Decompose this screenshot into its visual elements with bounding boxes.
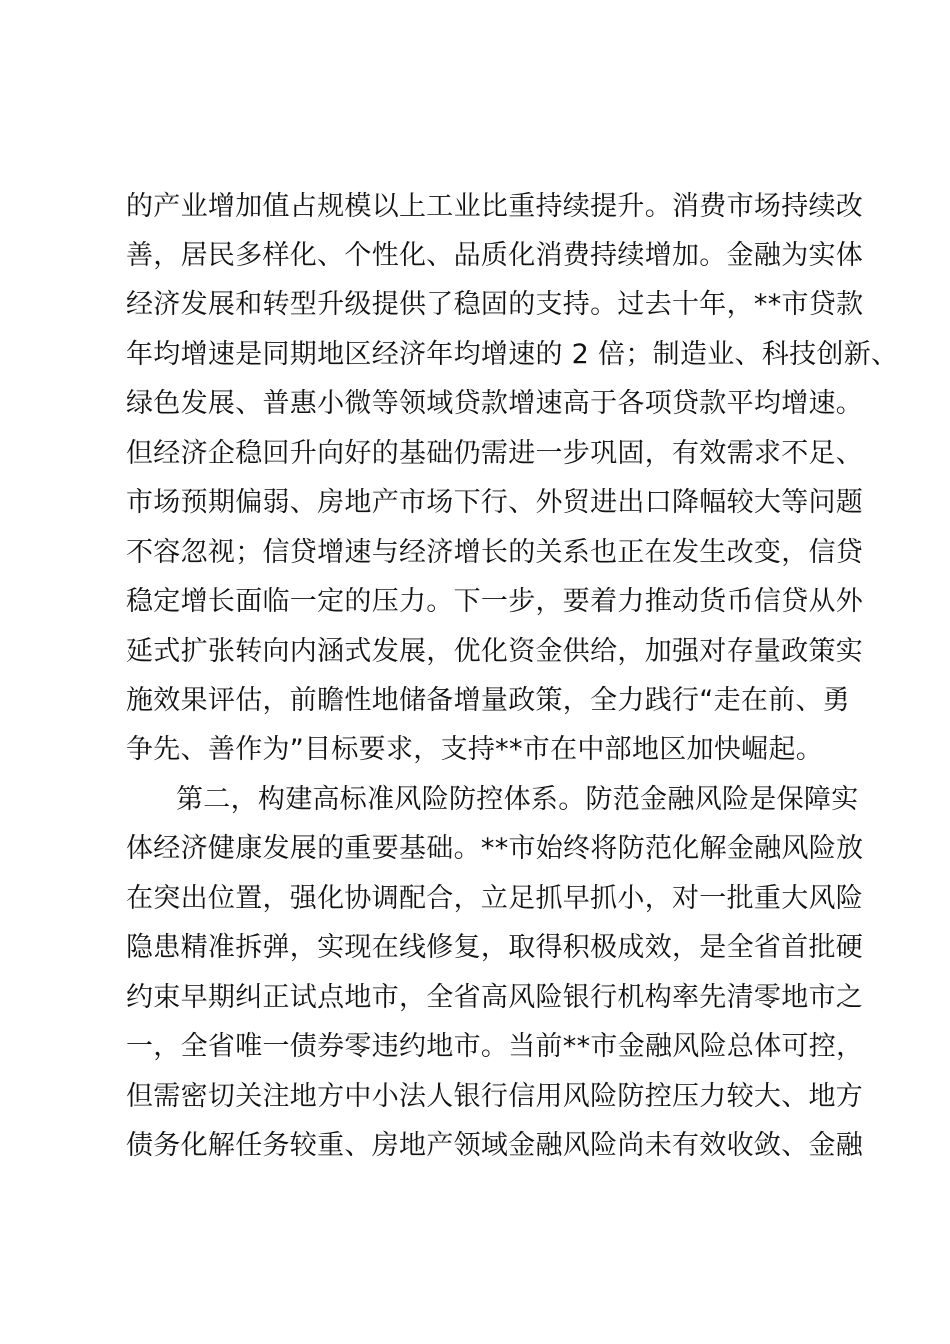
text-line: 善，居民多样化、个性化、品质化消费持续增加。金融为实体 xyxy=(126,240,864,271)
text-line: 延式扩张转向内涵式发展，优化资金供给，加强对存量政策实 xyxy=(126,636,864,667)
text-line: 市场预期偏弱、房地产市场下行、外贸进出口降幅较大等问题 xyxy=(126,487,864,518)
text-line: 不容忽视；信贷增速与经济增长的关系也正在发生改变，信贷 xyxy=(126,537,864,568)
text-line: 绿色发展、普惠小微等领域贷款增速高于各项贷款平均增速。 xyxy=(126,388,864,419)
text-line: 但经济企稳回升向好的基础仍需进一步巩固，有效需求不足、 xyxy=(126,438,864,469)
text-line: 稳定增长面临一定的压力。下一步，要着力推动货币信贷从外 xyxy=(126,586,864,617)
text-line: 隐患精准拆弹，实现在线修复，取得积极成效，是全省首批硬 xyxy=(126,932,864,963)
paragraph-start-line: 第二，构建高标准风险防控体系。防范金融风险是保障实 xyxy=(176,784,859,815)
text-line: 的产业增加值占规模以上工业比重持续提升。消费市场持续改 xyxy=(126,191,864,222)
text-line: 年均增速是同期地区经济年均增速的 2 倍；制造业、科技创新、 xyxy=(126,339,899,370)
text-line: 施效果评估，前瞻性地储备增量政策，全力践行“走在前、勇 xyxy=(126,685,851,716)
text-line: 争先、善作为”目标要求，支持**市在中部地区加快崛起。 xyxy=(126,734,824,765)
text-line: 经济发展和转型升级提供了稳固的支持。过去十年，**市贷款 xyxy=(126,289,864,320)
text-line: 一，全省唯一债券零违约地市。当前**市金融风险总体可控， xyxy=(126,1031,864,1062)
text-line: 债务化解任务较重、房地产领域金融风险尚未有效收敛、金融 xyxy=(126,1130,864,1161)
text-line: 约束早期纠正试点地市，全省高风险银行机构率先清零地市之 xyxy=(126,982,864,1013)
text-line: 在突出位置，强化协调配合，立足抓早抓小，对一批重大风险 xyxy=(126,883,864,914)
text-line: 体经济健康发展的重要基础。**市始终将防范化解金融风险放 xyxy=(126,833,864,864)
text-line: 但需密切关注地方中小法人银行信用风险防控压力较大、地方 xyxy=(126,1081,864,1112)
